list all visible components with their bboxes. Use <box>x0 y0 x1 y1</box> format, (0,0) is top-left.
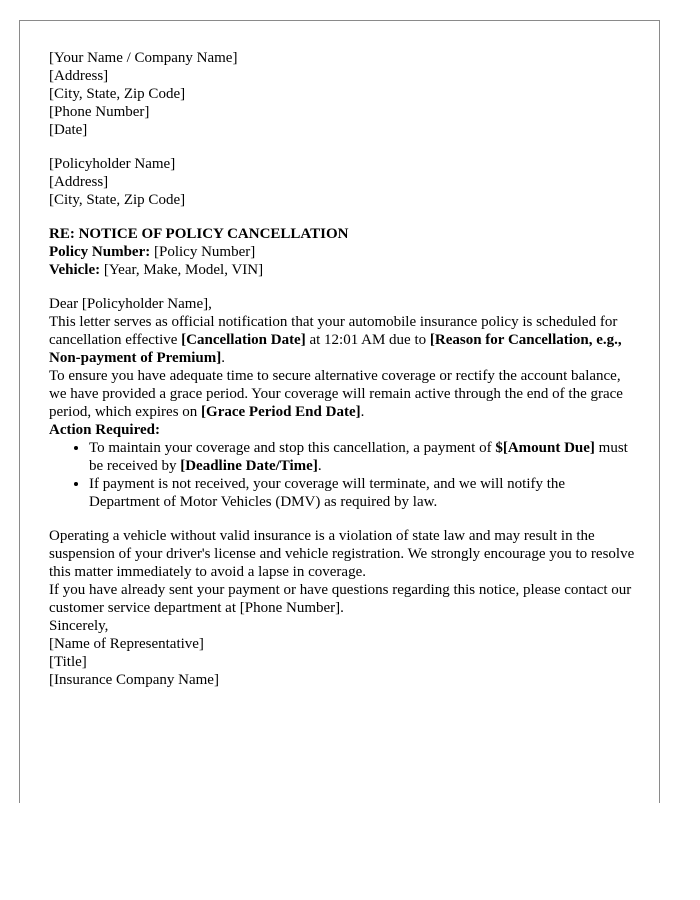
policy-number-value: [Policy Number] <box>150 244 256 260</box>
amount-due: $[Amount Due] <box>495 440 595 456</box>
re-block <box>49 225 639 279</box>
sender-address: [Address] <box>49 68 109 84</box>
para1-text-2: at 12:01 AM due to <box>305 332 430 348</box>
vehicle-label: Vehicle: <box>49 262 101 278</box>
action-required-heading-text: Action Required: <box>49 422 160 438</box>
policy-number-label: Policy Number: <box>49 244 151 260</box>
cancellation-paragraph <box>49 313 639 367</box>
action-item-termination: • If payment is not received, your coverage will terminate, and we will notify the Department of Motor Vehicles (DMV) as required by law. <box>89 475 639 511</box>
cancellation-reason: [Reason for Cancellation, e.g., Non-payment of Premium] <box>49 332 622 366</box>
contact-paragraph: If you have already sent your payment or have questions regarding this notice, please contact our customer service department at [Phone Number]. <box>49 582 632 616</box>
action-item-1-text-2: must be received by <box>89 440 628 474</box>
re-subject-text: RE: NOTICE OF POLICY CANCELLATION <box>49 226 349 242</box>
closing: Sincerely, <box>49 618 109 634</box>
letter-date: [Date] <box>49 122 88 138</box>
grace-period-end-date: [Grace Period End Date] <box>201 404 361 420</box>
action-item-payment <box>89 439 639 475</box>
action-required-heading <box>49 421 639 439</box>
vehicle-line <box>49 261 639 279</box>
action-list <box>49 439 639 511</box>
representative-name: [Name of Representative] <box>49 636 204 652</box>
sender-city-state-zip: [City, State, Zip Code] <box>49 86 186 102</box>
para2-text-2: . <box>360 404 365 420</box>
recipient-block <box>49 155 639 209</box>
sender-name: [Your Name / Company Name] <box>49 50 238 66</box>
action-item-1-text-1: To maintain your coverage and stop this cancellation, a payment of <box>89 440 496 456</box>
recipient-address: [Address] <box>49 174 109 190</box>
salutation: Dear [Policyholder Name], <box>49 296 212 312</box>
para2-text-1: To ensure you have adequate time to secure alternative coverage or rectify the account balance, we have provided a grace period. Your coverage will remain active through the end of the grace period, which expires on <box>49 368 623 420</box>
recipient-name: [Policyholder Name] <box>49 156 176 172</box>
policy-number-line <box>49 243 639 261</box>
para1-text-1: This letter serves as official notification that your automobile insurance policy is scheduled for cancellation effective <box>49 314 618 348</box>
recipient-city-state-zip: [City, State, Zip Code] <box>49 192 186 208</box>
letter-body <box>49 49 639 689</box>
sender-phone: [Phone Number] <box>49 104 150 120</box>
sender-block <box>49 49 639 139</box>
insurance-company-name: [Insurance Company Name] <box>49 672 219 688</box>
cancellation-date: [Cancellation Date] <box>181 332 306 348</box>
action-item-1-text-3: . <box>317 458 322 474</box>
legal-warning-paragraph: Operating a vehicle without valid insurance is a violation of state law and may result in the suspension of your driver's license and vehicle registration. We strongly encourage you to resolve this matter immediately to avoid a lapse in coverage. <box>49 528 635 580</box>
grace-period-paragraph <box>49 367 639 421</box>
vehicle-value: [Year, Make, Model, VIN] <box>100 262 264 278</box>
representative-title: [Title] <box>49 654 87 670</box>
re-subject <box>49 225 639 243</box>
signature-block <box>49 635 639 689</box>
deadline-date: [Deadline Date/Time] <box>180 458 318 474</box>
para1-text-3: . <box>221 350 225 366</box>
letter-page <box>19 20 660 803</box>
